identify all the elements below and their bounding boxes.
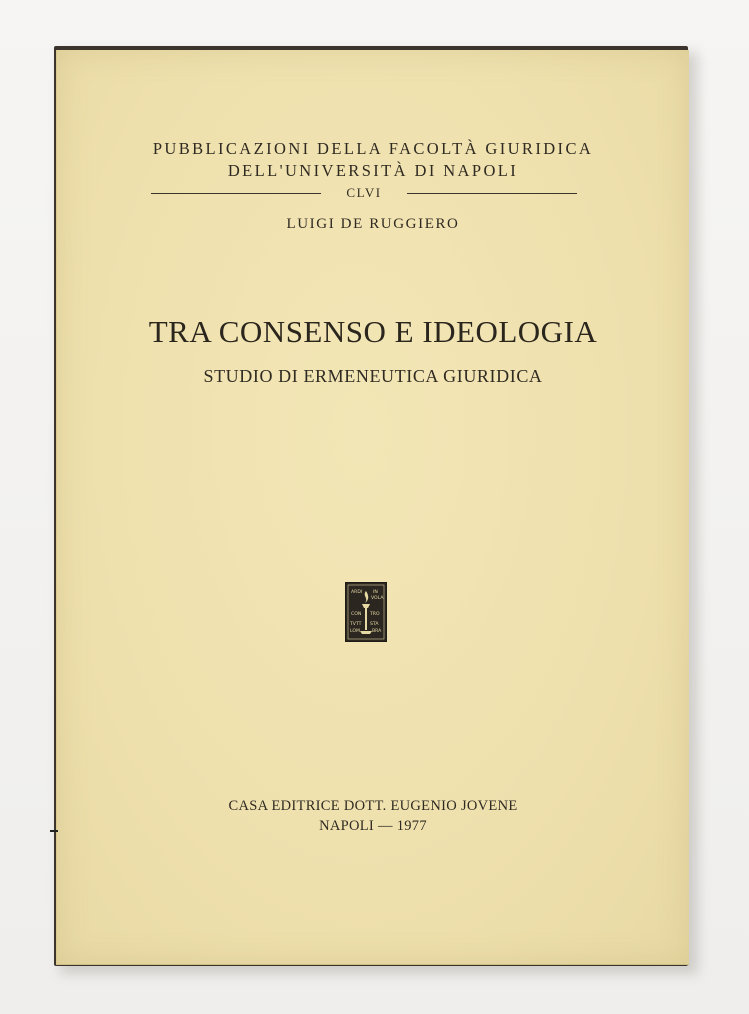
book-title: TRA CONSENSO E IDEOLOGIA: [148, 314, 598, 349]
svg-text:LOM: LOM: [350, 629, 360, 634]
svg-text:VOLA: VOLA: [371, 596, 384, 601]
svg-text:IN: IN: [373, 590, 378, 595]
book-cover: [56, 50, 689, 965]
series-number: CLVI: [346, 185, 382, 200]
series-line-2: DELL'UNIVERSITÀ DI NAPOLI: [227, 161, 519, 180]
edge-mark: [50, 830, 58, 832]
book-subtitle: STUDIO DI ERMENEUTICA GIURIDICA: [203, 366, 543, 386]
svg-text:TRO: TRO: [370, 612, 380, 617]
series-rule-row: [151, 182, 577, 204]
publication-place-year: NAPOLI — 1977: [319, 818, 427, 834]
author-name: LUIGI DE RUGGIERO: [286, 216, 460, 232]
rule-right: [407, 193, 577, 194]
series-line-1: PUBBLICAZIONI DELLA FACOLTÀ GIURIDICA: [152, 139, 594, 158]
svg-text:TVTT: TVTT: [350, 622, 362, 627]
svg-text:BRA: BRA: [372, 629, 382, 634]
svg-text:CON: CON: [351, 612, 362, 617]
svg-text:STA: STA: [370, 622, 379, 627]
svg-text:ARDI: ARDI: [351, 590, 363, 595]
publisher-name: CASA EDITRICE DOTT. EUGENIO JOVENE: [228, 798, 518, 814]
torch-emblem-icon: [345, 582, 387, 642]
